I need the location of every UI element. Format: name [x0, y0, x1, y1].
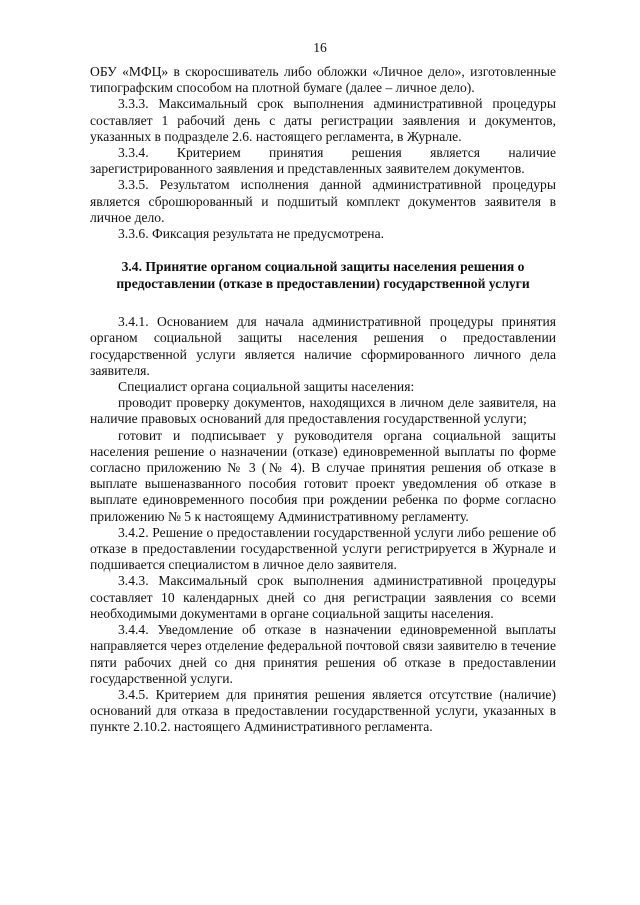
section-heading-3-4: 3.4. Принятие органом социальной защиты населения решения о предоставлении (отказе в предоставлении) государственной услуги	[116, 259, 530, 292]
paragraph-continuation: ОБУ «МФЦ» в скоросшиватель либо обложки «Личное дело», изготовленные типографским способом на плотной бумаге (далее – личное дело).	[90, 64, 556, 96]
paragraph-prepares-decision: готовит и подписывает у руководителя органа социальной защиты населения решение о назначении (отказе) единовременной выплаты по форме согласно приложению № 3 (№ 4). В случае принятия решения об отказе в выплате вышеназванного пособия готовит проект уведомления об отказе в выплате единовременного пособия при рождении ребенка по форме согласно приложению № 5 к настоящему Административному регламенту.	[90, 427, 556, 524]
document-body	[90, 64, 556, 736]
paragraph-3-3-3: 3.3.3. Максимальный срок выполнения административной процедуры составляет 1 рабочий день с даты регистрации заявления и документов, указанных в подразделе 2.6. настоящего регламента, в Журнале.	[90, 96, 556, 144]
paragraph-3-4-5: 3.4.5. Критерием для принятия решения является отсутствие (наличие) оснований для отказа в предоставлении государственной услуги, указанных в пункте 2.10.2. настоящего Административного регламента.	[90, 686, 556, 735]
paragraph-specialist-intro: Специалист органа социальной защиты населения:	[118, 379, 415, 395]
paragraph-3-3-5: 3.3.5. Результатом исполнения данной административной процедуры является сброшюрованный и подшитый комплект документов заявителя в личное дело.	[90, 177, 556, 225]
paragraph-3-3-6: 3.3.6. Фиксация результата не предусмотрена.	[118, 226, 385, 242]
page-number: 16	[313, 40, 327, 55]
paragraph-3-3-4: 3.3.4. Критерием принятия решения является наличие зарегистрированного заявления и представленных заявителем документов.	[90, 145, 556, 177]
paragraph-3-4-1: 3.4.1. Основанием для начала административной процедуры принятия органом социальной защиты населения решения о предоставлении государственной услуги является наличие сформированного личного дела заявителя.	[90, 314, 556, 378]
paragraph-checks-documents: проводит проверку документов, находящихся в личном деле заявителя, на наличие правовых оснований для предоставления государственной услуги;	[90, 395, 556, 427]
paragraph-3-4-3: 3.4.3. Максимальный срок выполнения административной процедуры составляет 10 календарных дней со дня регистрации заявления со всеми необходимыми документами в органе социальной защиты населения.	[90, 573, 556, 621]
paragraph-3-4-2: 3.4.2. Решение о предоставлении государственной услуги либо решение об отказе в предоставлении государственной услуги регистрируется в Журнале и подшивается специалистом в личное дело заявителя.	[90, 524, 556, 573]
paragraph-3-4-4: 3.4.4. Уведомление об отказе в назначении единовременной выплаты направляется через отделение федеральной почтовой связи заявителю в течение пяти рабочих дней со дня принятия решения об отказе в предоставлении государственной услуги.	[90, 622, 556, 686]
